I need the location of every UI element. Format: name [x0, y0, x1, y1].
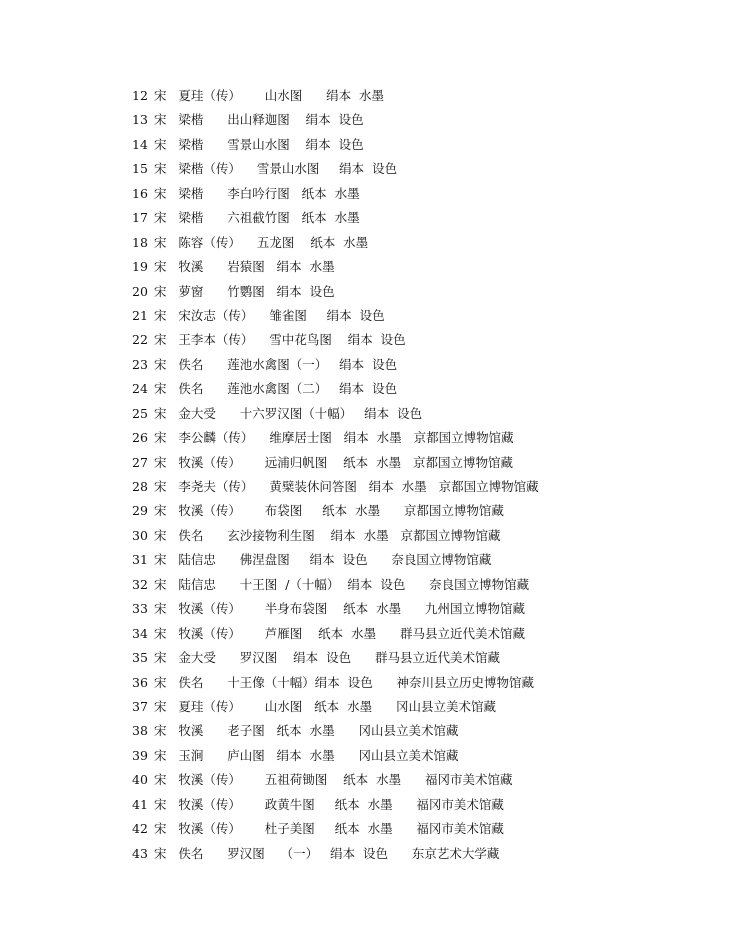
- entry-text: 宋 佚名 十王像（十幅）绢本 设色 神奈川县立历史博物馆藏: [154, 674, 535, 690]
- entry-number: 25: [132, 405, 148, 421]
- entry-number: 22: [132, 332, 148, 348]
- list-item: [132, 499, 712, 523]
- entry-text: 宋 牧溪（传） 布袋图 纸本 水墨 京都国立博物馆藏: [154, 503, 504, 519]
- list-item: [132, 280, 712, 304]
- entry-number: 19: [132, 259, 148, 275]
- entry-text: 宋 佚名 罗汉图 （一） 绢本 设色 东京艺术大学藏: [154, 845, 500, 861]
- entry-text: 宋 陆信忠 佛涅盘图 绢本 设色 奈良国立博物馆藏: [154, 552, 492, 568]
- entry-number: 12: [132, 88, 148, 103]
- entry-number: 16: [132, 185, 148, 201]
- list-item: [132, 255, 712, 279]
- entry-number: 20: [132, 283, 148, 299]
- list-item: [132, 719, 712, 743]
- list-item: [132, 573, 712, 597]
- entry-number: 32: [132, 576, 148, 592]
- list-item: [132, 304, 712, 328]
- list-item: [132, 842, 712, 866]
- entry-text: 宋 佚名 莲池水禽图（二） 绢本 设色: [154, 381, 398, 397]
- entry-text: 宋 李公麟（传） 维摩居士图 绢本 水墨 京都国立博物馆藏: [154, 430, 514, 446]
- entry-number: 40: [132, 772, 148, 788]
- entry-number: 15: [132, 161, 148, 177]
- entry-text: 宋 萝窗 竹鹦图 绢本 设色: [154, 283, 335, 299]
- entry-text: 宋 佚名 莲池水禽图（一） 绢本 设色: [154, 356, 398, 372]
- entry-number: 39: [132, 747, 148, 763]
- entry-number: 43: [132, 845, 148, 861]
- entry-number: 37: [132, 698, 148, 714]
- entry-text: 宋 梁楷（传） 雪景山水图 绢本 设色: [154, 161, 398, 177]
- entry-text: 宋 李尧夫（传） 黄檗装休问答图 绢本 水墨 京都国立博物馆藏: [154, 479, 539, 494]
- list-item: [132, 133, 712, 157]
- entry-number: 28: [132, 479, 148, 494]
- entry-text: 宋 梁楷 雪景山水图 绢本 设色: [154, 136, 364, 152]
- entry-text: 宋 佚名 玄沙接物利生图 绢本 水墨 京都国立博物馆藏: [154, 527, 501, 543]
- entry-text: 宋 金大受 十六罗汉图（十幅） 绢本 设色: [154, 405, 423, 421]
- entry-number: 24: [132, 381, 148, 397]
- entry-text: 宋 金大受 罗汉图 绢本 设色 群马县立近代美术馆藏: [154, 650, 500, 666]
- list-item: [132, 817, 712, 841]
- entry-text: 宋 梁楷 李白吟行图 纸本 水墨: [154, 185, 360, 201]
- entry-number: 17: [132, 210, 148, 226]
- list-item: [132, 328, 712, 352]
- entry-number: 27: [132, 454, 148, 470]
- entry-number: 35: [132, 650, 148, 666]
- list-item: [132, 695, 712, 719]
- list-item: [132, 182, 712, 206]
- entry-text: 宋 牧溪（传） 远浦归帆图 纸本 水墨 京都国立博物馆藏: [154, 454, 514, 470]
- list-item: [132, 402, 712, 426]
- list-item: [132, 524, 712, 548]
- entry-number: 31: [132, 552, 148, 568]
- entry-text: 宋 王李本（传） 雪中花鸟图 绢本 设色: [154, 332, 406, 348]
- entry-number: 36: [132, 674, 148, 690]
- list-item: [132, 597, 712, 621]
- entry-text: 宋 牧溪（传） 五祖荷锄图 纸本 水墨 福冈市美术馆藏: [154, 772, 513, 788]
- entry-text: 宋 牧溪（传） 政黄牛图 纸本 水墨 福冈市美术馆藏: [154, 796, 504, 812]
- entry-text: 宋 梁楷 出山释迦图 绢本 设色: [154, 112, 364, 128]
- entry-text: 宋 夏珪（传） 山水图 绢本 水墨: [154, 88, 385, 103]
- list-item: [132, 744, 712, 768]
- entry-number: 34: [132, 625, 148, 641]
- list-item: [132, 84, 712, 108]
- entry-number: 42: [132, 821, 148, 837]
- list-item: [132, 671, 712, 695]
- list-item: [132, 793, 712, 817]
- entry-text: 宋 牧溪（传） 半身布袋图 纸本 水墨 九州国立博物馆藏: [154, 601, 525, 617]
- entry-text: 宋 牧溪（传） 芦雁图 纸本 水墨 群马县立近代美术馆藏: [154, 625, 525, 641]
- entry-text: 宋 陆信忠 十王图 /（十幅） 绢本 设色 奈良国立博物馆藏: [154, 576, 530, 592]
- entry-number: 18: [132, 234, 148, 250]
- list-item: [132, 353, 712, 377]
- list-item: [132, 231, 712, 255]
- list-item: [132, 426, 712, 450]
- list-item: [132, 646, 712, 670]
- entry-number: 14: [132, 136, 148, 152]
- list-item: [132, 451, 712, 475]
- entry-text: 宋 宋汝志（传） 雏雀图 绢本 设色: [154, 307, 385, 323]
- entry-number: 33: [132, 601, 148, 617]
- list-item: [132, 157, 712, 181]
- entry-number: 30: [132, 527, 148, 543]
- entry-number: 23: [132, 356, 148, 372]
- list-item: [132, 622, 712, 646]
- entry-number: 26: [132, 430, 148, 446]
- entry-text: 宋 牧溪 岩猿图 绢本 水墨: [154, 259, 335, 275]
- list-item: [132, 206, 712, 230]
- entry-number: 29: [132, 503, 148, 519]
- entry-number: 41: [132, 796, 148, 812]
- list-item: [132, 548, 712, 572]
- entry-text: 宋 玉涧 庐山图 绢本 水墨 冈山县立美术馆藏: [154, 747, 459, 763]
- entry-text: 宋 牧溪 老子图 纸本 水墨 冈山县立美术馆藏: [154, 723, 459, 739]
- painting-list: [132, 84, 712, 866]
- list-item: [132, 768, 712, 792]
- list-item: [132, 377, 712, 401]
- list-item: [132, 475, 712, 499]
- entry-text: 宋 牧溪（传） 杜子美图 纸本 水墨 福冈市美术馆藏: [154, 821, 504, 837]
- entry-text: 宋 陈容（传） 五龙图 纸本 水墨: [154, 234, 369, 250]
- entry-number: 38: [132, 723, 148, 739]
- entry-text: 宋 夏珪（传） 山水图 纸本 水墨 冈山县立美术馆藏: [154, 698, 496, 714]
- list-item: [132, 108, 712, 132]
- entry-number: 21: [132, 307, 148, 323]
- entry-text: 宋 梁楷 六祖截竹图 纸本 水墨: [154, 210, 360, 226]
- entry-number: 13: [132, 112, 148, 128]
